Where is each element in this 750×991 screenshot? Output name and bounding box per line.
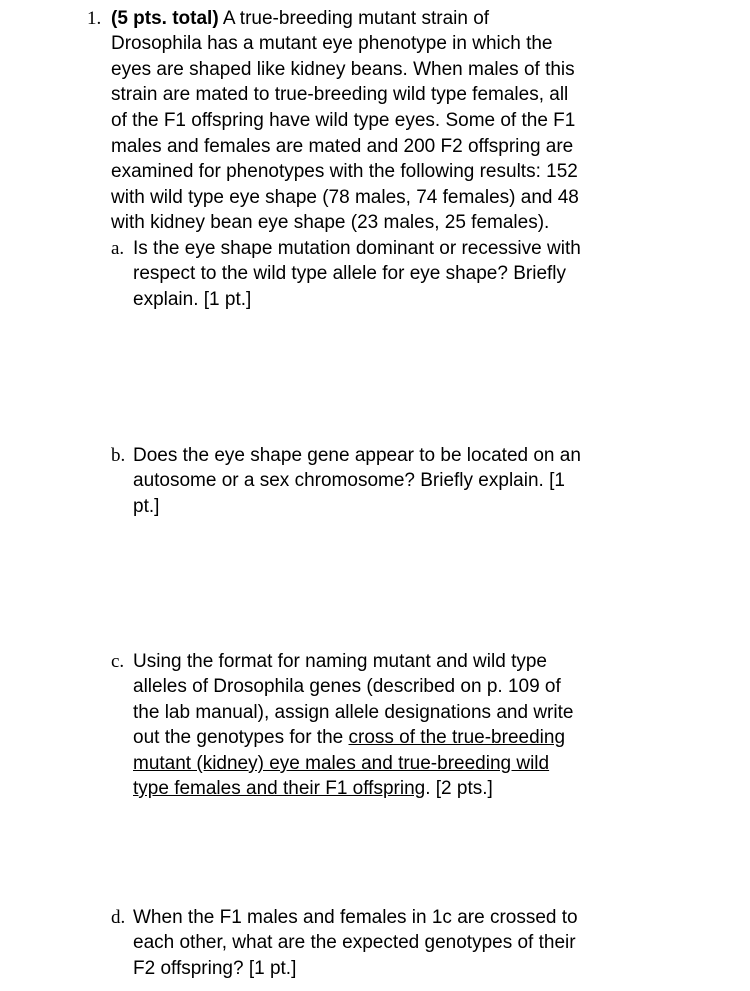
part-label: c. (111, 651, 125, 672)
points-total: (5 pts. total) (111, 8, 219, 29)
part-line: the lab manual), assign allele designations and write (133, 702, 574, 723)
part-line: alleles of Drosophila genes (described on p. 109 of (133, 676, 561, 697)
part-line: When the F1 males and females in 1c are crossed to (133, 907, 578, 928)
question-line: Drosophila has a mutant eye phenotype in which the (111, 33, 553, 54)
part-line (133, 727, 565, 749)
part-line: respect to the wild type allele for eye shape? Briefly (133, 263, 567, 284)
text: . [2 pts.] (425, 778, 493, 799)
part-line: each other, what are the expected genotypes of their (133, 932, 576, 953)
text: A true-breeding mutant strain of (218, 8, 490, 29)
underlined-text: mutant (kidney) eye males and true-breeding wild (133, 753, 550, 774)
question-line: with wild type eye shape (78 males, 74 females) and 48 (111, 187, 579, 208)
part-line: Is the eye shape mutation dominant or recessive with (133, 238, 581, 259)
question-line: examined for phenotypes with the following results: 152 (111, 161, 578, 182)
question-line: of the F1 offspring have wild type eyes. Some of the F1 (111, 110, 576, 131)
part-line: explain. [1 pt.] (133, 289, 252, 310)
part-line: Does the eye shape gene appear to be located on an (133, 445, 581, 466)
question-line: strain are mated to true-breeding wild type females, all (111, 84, 569, 105)
question-line: males and females are mated and 200 F2 offspring are (111, 136, 574, 157)
question-number: 1. (87, 8, 102, 29)
part-line: pt.] (133, 496, 160, 517)
part-label: d. (111, 907, 126, 928)
text: out the genotypes for the (133, 727, 349, 748)
part-line: F2 offspring? [1 pt.] (133, 958, 297, 979)
part-label: b. (111, 445, 126, 466)
part-line (133, 753, 549, 775)
question-line: with kidney bean eye shape (23 males, 25 females). (111, 212, 550, 233)
question-line: eyes are shaped like kidney beans. When males of this (111, 59, 575, 80)
part-label: a. (111, 238, 125, 259)
underlined-text: type females and their F1 offspring (133, 778, 426, 799)
question-intro-line (111, 8, 489, 30)
part-line (133, 778, 493, 800)
part-line: Using the format for naming mutant and wild type (133, 651, 547, 672)
underlined-text: cross of the true-breeding (348, 727, 566, 748)
part-line: autosome or a sex chromosome? Briefly explain. [1 (133, 470, 565, 491)
